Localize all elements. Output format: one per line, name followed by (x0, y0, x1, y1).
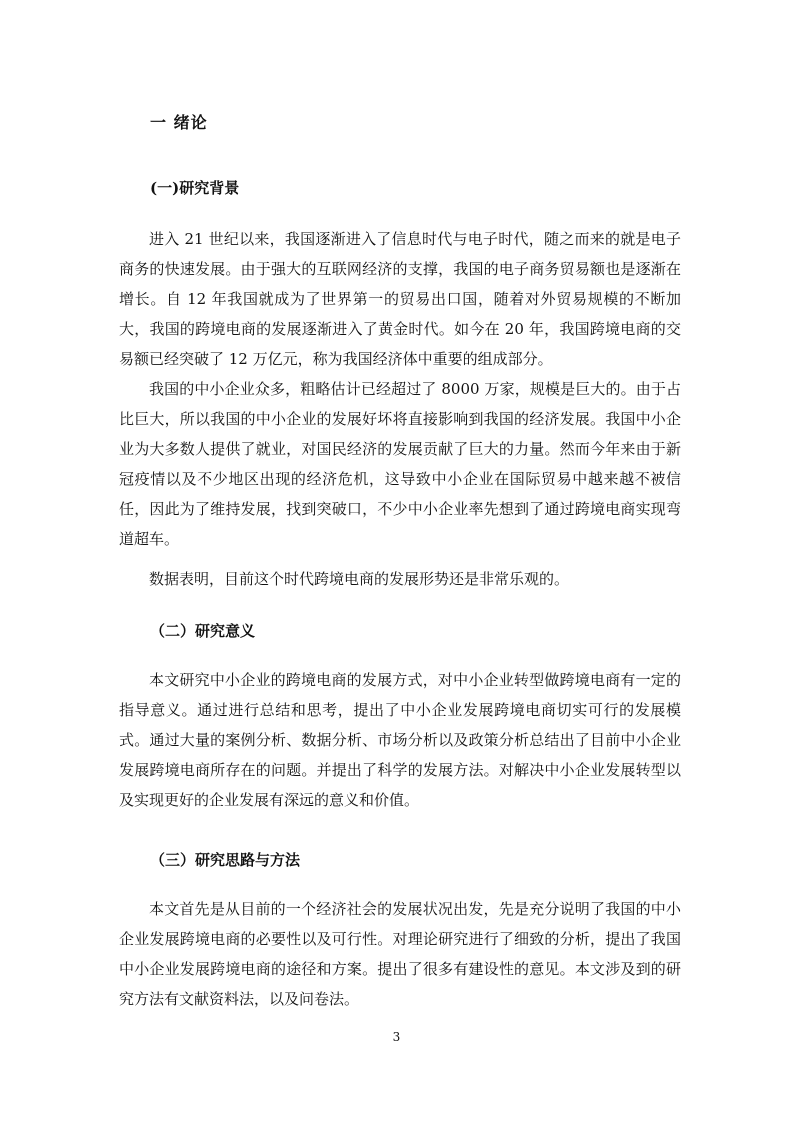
paragraph-background-3: 数据表明，目前这个时代跨境电商的发展形势还是非常乐观的。 (149, 570, 570, 588)
page-number: 3 (392, 1030, 401, 1044)
paragraph-background-2: 我国的中小企业众多，粗略估计已经超过了 8000 万家，规模是巨大的。由于占比巨大，所以我国的中小企业的发展好坏将直接影响到我国的经济发展。我国中小企业为大多数人提供了就业，对国民经济的发展贡献了巨大的力量。然而今年来由于新冠疫情以及不少地区出现的经济危机，这导致中小企业在国际贸易中越来越不被信任，因此为了维持发展，找到突破口，不少中小企业率先想到了通过跨境电商实现弯道超车。 (119, 380, 681, 548)
section-heading-background: (一)研究背景 (150, 179, 240, 197)
section-heading-methods: （三）研究思路与方法 (150, 851, 301, 869)
paragraph-background-1: 进入 21 世纪以来，我国逐渐进入了信息时代与电子时代，随之而来的就是电子商务的快速发展。由于强大的互联网经济的支撑，我国的电子商务贸易额也是逐渐在增长。自 12 年我国就成为了世界第一的贸易出口国，随着对外贸易规模的不断加大，我国的跨境电商的发展逐渐进入了黄金时代。如今在 20 年，我国跨境电商的交易额已经突破了 12 万亿元，称为我国经济体中重要的组成部分。 (119, 230, 681, 368)
chapter-title: 一 绪论 (150, 113, 208, 132)
paragraph-significance: 本文研究中小企业的跨境电商的发展方式，对中小企业转型做跨境电商有一定的指导意义。通过进行总结和思考，提出了中小企业发展跨境电商切实可行的发展模式。通过大量的案例分析、数据分析、市场分析以及政策分析总结出了目前中小企业发展跨境电商所存在的问题。并提出了科学的发展方法。对解决中小企业发展转型以及实现更好的企业发展有深远的意义和价值。 (119, 671, 681, 809)
section-heading-significance: （二）研究意义 (150, 622, 256, 640)
paragraph-methods: 本文首先是从目前的一个经济社会的发展状况出发，先是充分说明了我国的中小企业发展跨境电商的必要性以及可行性。对理论研究进行了细致的分析，提出了我国中小企业发展跨境电商的途径和方案。提出了很多有建设性的意见。本文涉及到的研究方法有文献资料法，以及问卷法。 (119, 900, 681, 1008)
